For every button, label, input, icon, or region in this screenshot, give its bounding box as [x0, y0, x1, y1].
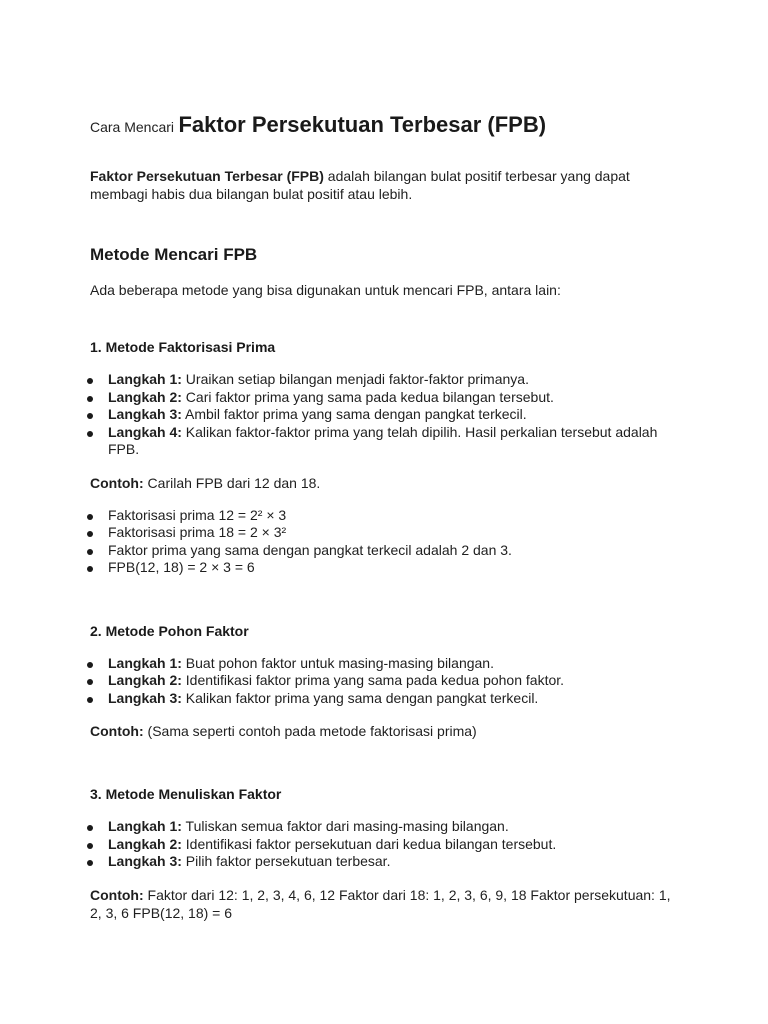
example-label: Contoh:: [90, 886, 144, 903]
list-item: [90, 672, 680, 690]
step-label: Langkah 3:: [108, 406, 182, 422]
example-text: Faktor dari 12: 1, 2, 3, 4, 6, 12 Faktor dari 18: 1, 2, 3, 6, 9, 18 Faktor persekutuan: 1, 2, 3, 6 FPB(12, 18) = 6: [90, 886, 671, 921]
step-label: Langkah 2:: [108, 672, 182, 688]
intro-term: Faktor Persekutuan Terbesar (FPB): [90, 168, 324, 184]
intro-text: adalah bilangan bulat positif terbesar yang dapat membagi habis dua bilangan bulat positif atau lebih.: [90, 168, 630, 202]
list-item: [90, 836, 680, 854]
step-label: Langkah 1:: [108, 818, 182, 834]
list-item: [90, 853, 680, 871]
section-heading: 2. Metode Pohon Faktor: [90, 622, 249, 639]
step-label: Langkah 2:: [108, 388, 182, 405]
bullet-icon: [87, 697, 93, 703]
bullet-icon: [87, 431, 93, 437]
list-item: [90, 818, 680, 836]
section-heading: 3. Metode Menuliskan Faktor: [90, 786, 282, 802]
title-prefix: Cara Mencari: [90, 119, 175, 135]
list-item: [90, 655, 680, 673]
step-label: Langkah 2:: [108, 835, 182, 852]
bullet-icon: [87, 843, 93, 849]
list-item: [90, 524, 680, 542]
section-heading: 1. Metode Faktorisasi Prima: [90, 339, 276, 355]
bullet-icon: [87, 396, 93, 402]
steps-list: [90, 371, 680, 459]
step-text: Buat pohon faktor untuk masing-masing bilangan.: [181, 654, 494, 671]
step-text: Identifikasi faktor prima yang sama pada kedua pohon faktor.: [181, 672, 565, 688]
bullet-icon: [87, 662, 93, 668]
step-label: Langkah 3:: [108, 853, 182, 869]
list-item: [90, 507, 680, 525]
methods-heading: Metode Mencari FPB: [90, 245, 258, 264]
list-item: [90, 690, 680, 708]
page-title: [90, 108, 680, 145]
bullet-icon: [87, 514, 93, 520]
steps-list: [90, 655, 680, 708]
steps-list: [90, 818, 680, 871]
step-text: Tuliskan semua faktor dari masing-masing bilangan.: [181, 818, 509, 834]
list-item: [90, 559, 680, 577]
list-item: [90, 371, 680, 389]
list-item: [90, 406, 680, 424]
bullet-icon: [87, 531, 93, 537]
step-text: Ambil faktor prima yang sama dengan pangkat terkecil.: [181, 406, 527, 422]
example-label: Contoh:: [90, 723, 144, 739]
list-item: [90, 542, 680, 560]
step-text: Cari faktor prima yang sama pada kedua bilangan tersebut.: [181, 388, 554, 405]
bullet-icon: [87, 566, 93, 572]
bullet-icon: [87, 549, 93, 555]
bullet-icon: [87, 825, 93, 831]
step-text: Identifikasi faktor persekutuan dari kedua bilangan tersebut.: [181, 835, 557, 852]
example-item: FPB(12, 18) = 2 × 3 = 6: [108, 559, 255, 575]
document-page: [90, 108, 680, 922]
list-item: [90, 389, 680, 407]
step-label: Langkah 1:: [108, 654, 182, 671]
bullet-icon: [87, 378, 93, 384]
intro-paragraph: [90, 167, 680, 203]
list-item: [90, 424, 680, 459]
example-text: Carilah FPB dari 12 dan 18.: [143, 474, 321, 491]
example-item: Faktorisasi prima 18 = 2 × 3²: [108, 524, 287, 540]
bullet-icon: [87, 860, 93, 866]
bullet-icon: [87, 413, 93, 419]
step-label: Langkah 3:: [108, 689, 182, 706]
example-paragraph: [90, 886, 680, 922]
methods-lead: Ada beberapa metode yang bisa digunakan untuk mencari FPB, antara lain:: [90, 282, 561, 298]
step-label: Langkah 1:: [108, 371, 182, 387]
example-label: Contoh:: [90, 474, 144, 491]
step-text: Pilih faktor persekutuan terbesar.: [181, 853, 391, 869]
step-text: Kalikan faktor-faktor prima yang telah dipilih. Hasil perkalian tersebut adalah FPB.: [108, 423, 658, 457]
example-text: (Sama seperti contoh pada metode faktorisasi prima): [143, 723, 477, 739]
bullet-icon: [87, 679, 93, 685]
step-label: Langkah 4:: [108, 423, 182, 440]
example-item: Faktor prima yang sama dengan pangkat terkecil adalah 2 dan 3.: [108, 541, 512, 558]
title-main: Faktor Persekutuan Terbesar (FPB): [178, 112, 547, 137]
example-paragraph: [90, 474, 680, 492]
step-text: Kalikan faktor prima yang sama dengan pangkat terkecil.: [181, 689, 539, 706]
example-list: [90, 507, 680, 577]
example-item: Faktorisasi prima 12 = 2² × 3: [108, 506, 287, 523]
step-text: Uraikan setiap bilangan menjadi faktor-faktor primanya.: [181, 371, 529, 387]
example-paragraph: [90, 722, 680, 740]
